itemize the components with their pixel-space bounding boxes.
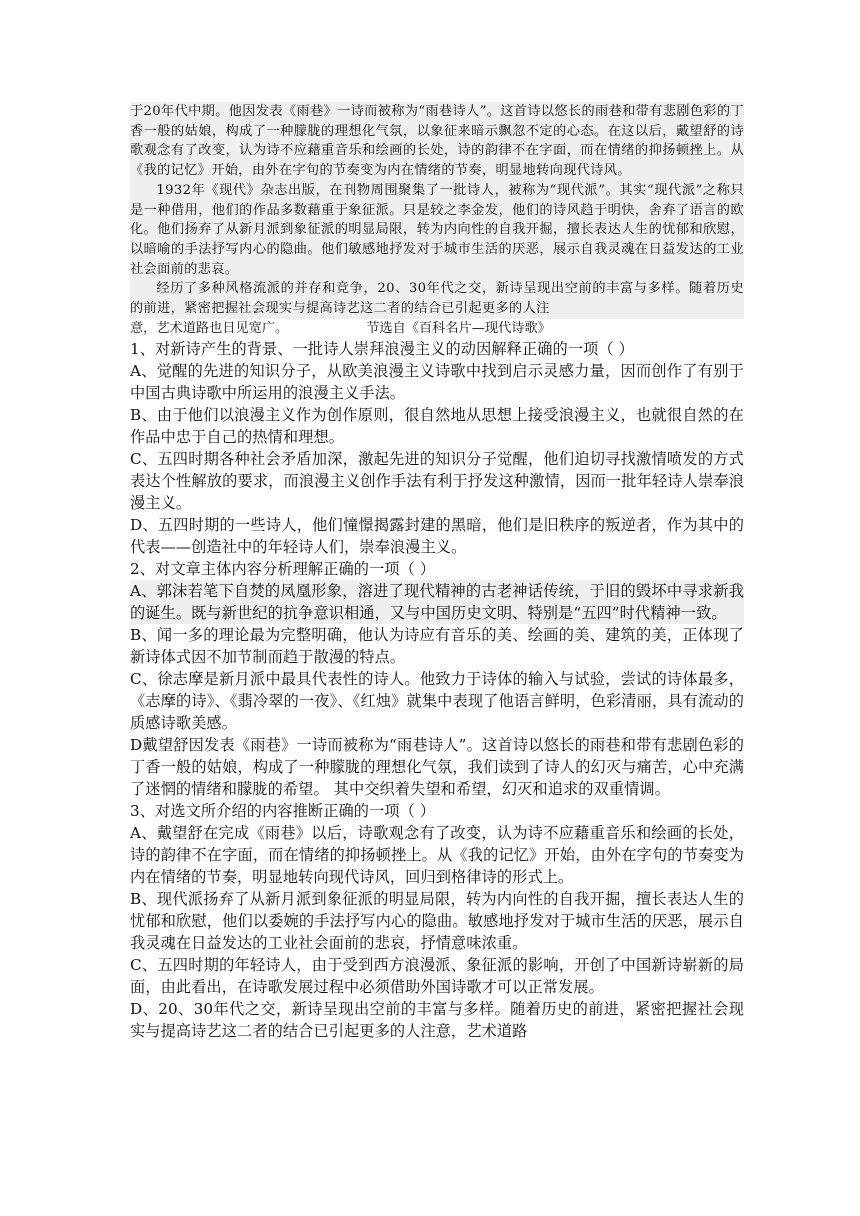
question-option: B、由于他们以浪漫主义作为创作原则，很自然地从思想上接受浪漫主义，也就很自然的在作品中忠于自己的热情和理想。 — [130, 406, 744, 447]
questions — [130, 338, 744, 1042]
document-page — [130, 102, 744, 1042]
passage-paragraph: 于20年代中期。他因发表《雨巷》一诗而被称为“雨巷诗人”。这首诗以悠长的雨巷和带有悲剧色彩的丁香一般的姑娘，构成了一种朦胧的理想化气氛，以象征来暗示飘忽不定的心态。在这以后，戴望舒的诗歌观念有了改变，认为诗不应藉重音乐和绘画的长处，诗的韵律不在字面，而在情绪的抑扬顿挫上。从《我的记忆》开始，由外在字句的节奏变为内在情绪的节奏，明显地转向现代诗风。 — [130, 104, 744, 179]
passage-source-line — [130, 319, 744, 339]
question-option: C、五四时期的年轻诗人，由于受到西方浪漫派、象征派的影响，开创了中国新诗崭新的局面，由此看出，在诗歌发展过程中必须借助外国诗歌才可以正常发展。 — [130, 956, 744, 997]
question-option: D、20、30年代之交，新诗呈现出空前的丰富与多样。随着历史的前进，紧密把握社会现实与提高诗艺这二者的结合已引起更多的人注意，艺术道路 — [130, 1000, 744, 1041]
question-option: B、闻一多的理论最为完整明确，他认为诗应有音乐的美、绘画的美、建筑的美，正体现了新诗体式因不加节制而趋于散漫的特点。 — [130, 626, 744, 667]
passage-paragraph: 经历了多种风格流派的并存和竞争，20、30年代之交，新诗呈现出空前的丰富与多样。随着历史的前进，紧密把握社会现实与提高诗艺这二者的结合已引起更多的人注 — [130, 281, 744, 317]
question-option: A、郭沫若笔下自焚的凤凰形象，溶进了现代精神的古老神话传统，于旧的毁坏中寻求新我的诞生。既与新世纪的抗争意识相通，又与中国历史文明、特别是“五四”时代精神一致。 — [130, 582, 744, 623]
question-stem: 3、对选文所介绍的内容推断正确的一项（ ） — [130, 802, 436, 821]
question-option: A、觉醒的先进的知识分子，从欧美浪漫主义诗歌中找到启示灵感力量，因而创作了有别于中国古典诗歌中所运用的浪漫主义手法。 — [130, 362, 744, 403]
question-option: C、五四时期各种社会矛盾加深，激起先进的知识分子觉醒，他们迫切寻找激情喷发的方式表达个性解放的要求，而浪漫主义创作手法有利于抒发这种激情，因而一批年轻诗人崇奉浪漫主义。 — [130, 450, 744, 513]
question-option: C、徐志摩是新月派中最具代表性的诗人。他致力于诗体的输入与试验，尝试的诗体最多，《志摩的诗》、《翡冷翠的一夜》、《红烛》就集中表现了他语言鲜明，色彩清丽，具有流动的质感诗歌美感。 — [130, 670, 744, 733]
reading-passage — [130, 102, 744, 319]
passage-paragraph: 1932年《现代》杂志出版，在刊物周围聚集了一批诗人，被称为“现代派”。其实“现代派”之称只是一种借用，他们的作品多数藉重于象征派。只是较之李金发，他们的诗风趋于明快，舍弃了语言的欧化。他们扬弃了从新月派到象征派的明显局限，转为内向性的自我开掘，擅长表达人生的忧郁和欣慰，以暗喻的手法抒写内心的隐曲。他们敏感地抒发对于城市生活的厌恶，展示自我灵魂在日益发达的工业社会面前的悲哀。 — [130, 182, 744, 277]
question-option: A、戴望舒在完成《雨巷》以后，诗歌观念有了改变，认为诗不应藉重音乐和绘画的长处，诗的韵律不在字面，而在情绪的抑扬顿挫上。从《我的记忆》开始，由外在字句的节奏变为内在情绪的节奏，明显地转向现代诗风，回归到格律诗的形式上。 — [130, 824, 744, 887]
question-option: D、五四时期的一些诗人，他们憧憬揭露封建的黑暗，他们是旧秩序的叛逆者，作为其中的代表——创造社中的年轻诗人们，崇奉浪漫主义。 — [130, 516, 744, 557]
question-stem: 2、对文章主体内容分析理解正确的一项（ ） — [130, 560, 436, 579]
question-option: B、现代派扬弃了从新月派到象征派的明显局限，转为内向性的自我开掘，擅长表达人生的忧郁和欣慰，他们以委婉的手法抒写内心的隐曲。敏感地抒发对于城市生活的厌恶，展示自我灵魂在日益发达的工业社会面前的悲哀，抒情意味浓重。 — [130, 890, 744, 953]
passage-ending: 意，艺术道路也日见宽广。 — [130, 320, 289, 336]
source-citation: 节选自《百科名片—现代诗歌》 — [366, 320, 551, 336]
question-stem: 1、对新诗产生的背景、一批诗人崇拜浪漫主义的动因解释正确的一项（ ） — [130, 340, 634, 359]
question-option: D戴望舒因发表《雨巷》一诗而被称为“雨巷诗人”。这首诗以悠长的雨巷和带有悲剧色彩的丁香一般的姑娘，构成了一种朦胧的理想化气氛，我们读到了诗人的幻灭与痛苦，心中充满了迷惘的情绪和朦胧的希望。 其中交织着失望和希望，幻灭和追求的双重情调。 — [130, 736, 744, 799]
